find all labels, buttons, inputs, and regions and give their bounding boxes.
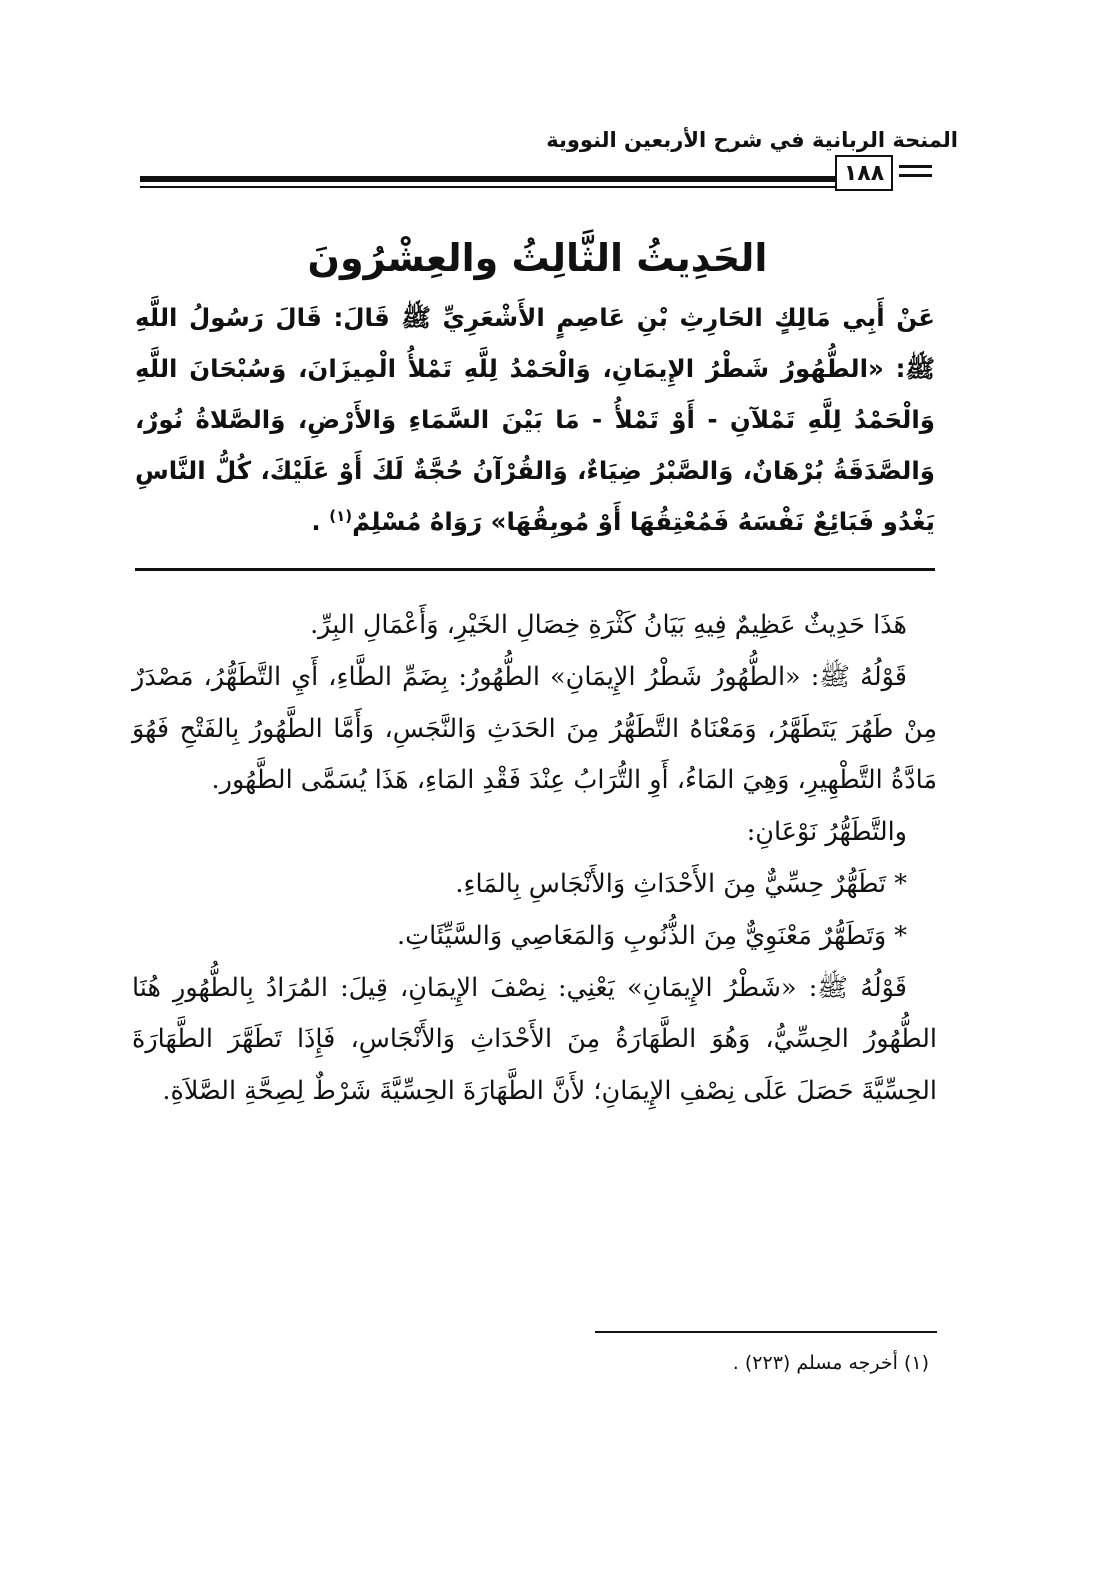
- commentary-paragraph: قَوْلُهُ ﷺ: «الطُّهُورُ شَطْرُ الإِيمَانِ» الطُّهُورُ: بِضَمِّ الطَّاءِ، أَيِ التَّطَهُّرُ، مَصْدَرٌ مِنْ طَهُرَ يَتَطَهَّرُ، وَمَعْنَاهُ التَّطَهُّرُ مِنَ الحَدَثِ وَالنَّجَسِ، وَأَمَّا الطَّهُورُ بِالفَتْحِ فَهُوَ مَادَّةُ التَّطْهِيرِ، وَهِيَ المَاءُ، أَوِ التُّرَابُ عِنْدَ فَقْدِ المَاءِ، هَذَا يُسَمَّى الطَّهُور.: [132, 661, 937, 796]
- hadith-text: [135, 292, 935, 547]
- commentary-paragraph: هَذَا حَدِيثٌ عَظِيمٌ فِيهِ بَيَانُ كَثْرَةِ خِصَالِ الخَيْرِ، وَأَعْمَالِ البِرِّ.: [310, 610, 907, 640]
- commentary-paragraph: قَوْلُهُ ﷺ: «شَطْرُ الإِيمَانِ» يَعْنِي: نِصْفَ الإِيمَانِ، قِيلَ: المُرَادُ بِالطُّهُورِ هُنَا الطُّهُورُ الحِسِّيُّ، وَهُوَ الطَّهَارَةُ مِنَ الأَحْدَاثِ وَالأَنْجَاسِ، فَإِذَا تَطَهَّرَ الطَّهَارَةَ الحِسِّيَّةَ حَصَلَ عَلَى نِصْفِ الإِيمَانِ؛ لأَنَّ الطَّهَارَةَ الحِسِّيَّةَ شَرْطٌ لِصِحَّةِ الصَّلاَةِ.: [132, 972, 937, 1107]
- commentary-paragraph: والتَّطَهُّرُ نَوْعَانِ:: [746, 817, 907, 848]
- header-rule: [140, 176, 835, 182]
- running-header: المنحة الربانية في شرح الأربعين النووية: [546, 128, 958, 152]
- commentary: [132, 600, 937, 1118]
- section-divider: [135, 568, 935, 571]
- page-number: ١٨٨: [835, 155, 893, 191]
- footnote: (١) أخرجه مسلم (٢٢٣) .: [732, 1352, 929, 1374]
- footnote-divider: [595, 1331, 937, 1333]
- header-rule-thin: [140, 186, 835, 188]
- hadith-body: عَنْ أَبِي مَالِكٍ الحَارِثِ بْنِ عَاصِمٍ الأَشْعَرِيِّ ﷺ قَالَ: قَالَ رَسُولُ اللَّهِ ﷺ: «الطُّهُورُ شَطْرُ الإِيمَانِ، وَالْحَمْدُ لِلَّهِ تَمْلأُ الْمِيزَانَ، وَسُبْحَانَ اللَّهِ وَالْحَمْدُ لِلَّهِ تَمْلآنِ - أَوْ تَمْلأُ - مَا بَيْنَ السَّمَاءِ وَالأَرْضِ، وَالصَّلاةُ نُورٌ، وَالصَّدَقَةُ بُرْهَانٌ، وَالصَّبْرُ ضِيَاءٌ، وَالقُرْآنُ حُجَّةٌ لَكَ أَوْ عَلَيْكَ، كُلُّ النَّاسِ يَغْدُو فَبَائِعٌ نَفْسَهُ فَمُعْتِقُهَا أَوْ مُوبِقُهَا» رَوَاهُ مُسْلِمٌ: [135, 303, 935, 536]
- list-item: * وَتَطَهُّرٌ مَعْنَوِيٌّ مِنَ الذُّنُوبِ وَالمَعَاصِي وَالسَّيِّئَاتِ.: [397, 920, 907, 951]
- hadith-end: .: [311, 507, 330, 536]
- page-number-ornament: [899, 174, 932, 177]
- page-number-ornament: [899, 165, 932, 168]
- hadith-title: الحَدِيثُ الثَّالِثُ والعِشْرُونَ: [307, 236, 768, 280]
- footnote-marker: (١): [329, 506, 353, 525]
- list-item: * تَطَهُّرٌ حِسِّيٌّ مِنَ الأَحْدَاثِ وَالأَنْجَاسِ بِالمَاءِ.: [455, 868, 907, 899]
